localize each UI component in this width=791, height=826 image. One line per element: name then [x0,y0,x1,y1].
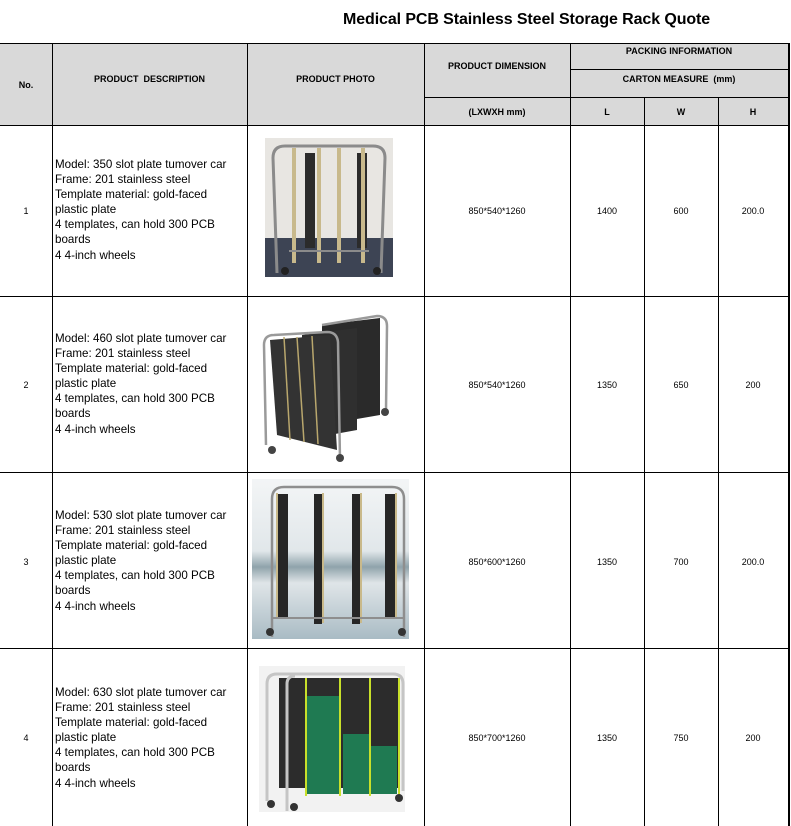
desc-line: plastic plate [55,554,117,568]
header-photo: PRODUCT PHOTO [296,74,375,84]
header-l: L [604,107,610,117]
header-dimension: PRODUCT DIMENSION [447,61,546,71]
desc-line: 4 templates, can hold 300 PCB [55,569,215,583]
product-description [55,508,245,614]
header-carton-measure: CARTON MEASURE (mm) [622,74,736,84]
grid-line [424,97,790,98]
desc-line: 4 4-inch wheels [55,422,136,436]
desc-line: Model: 350 slot plate tumover car [55,158,227,171]
desc-line: 4 4-inch wheels [55,776,136,790]
desc-line: Frame: 201 stainless steel [55,524,191,538]
carton-l: 1350 [596,380,618,390]
product-photo [265,138,393,277]
carton-w: 650 [673,380,689,390]
desc-line: 4 templates, can hold 300 PCB [55,746,215,760]
grid-line [0,472,790,473]
product-description [55,685,245,791]
product-dimension: 850*600*1260 [468,557,526,567]
row-number: 1 [23,206,29,216]
desc-line: boards [55,584,91,598]
product-photo [262,310,390,463]
desc-line: Template material: gold-faced [55,716,208,730]
grid-line [0,296,790,297]
desc-line: 4 4-inch wheels [55,248,136,262]
carton-l: 1350 [596,733,618,743]
grid-line [570,69,790,70]
grid-line [52,43,53,826]
carton-h: 200 [745,380,761,390]
product-description [55,157,245,263]
product-dimension: 850*540*1260 [468,206,526,216]
desc-line: Frame: 201 stainless steel [55,173,191,187]
desc-line: 4 templates, can hold 300 PCB [55,392,215,406]
desc-line: boards [55,233,91,247]
desc-line: Template material: gold-faced [55,188,208,202]
grid-line [0,125,790,126]
carton-l: 1350 [596,557,618,567]
desc-line: boards [55,407,91,421]
row-number: 2 [23,380,29,390]
desc-line: Model: 460 slot plate tumover car [55,332,227,345]
grid-line [424,43,425,826]
product-photo [252,479,409,639]
grid-line [570,43,571,826]
desc-line: Frame: 201 stainless steel [55,347,191,361]
desc-line: plastic plate [55,203,117,217]
product-description [55,331,245,437]
header-packing-info: PACKING INFORMATION [625,46,733,56]
header-dimension-unit: (LXWXH mm) [468,107,526,117]
desc-line: boards [55,761,91,775]
desc-line: Model: 630 slot plate tumover car [55,686,227,699]
desc-line: plastic plate [55,377,117,391]
desc-line: Template material: gold-faced [55,362,208,376]
header-no: No. [18,80,34,90]
grid-line [0,43,790,44]
carton-l: 1400 [596,206,618,216]
grid-line [0,648,790,649]
carton-w: 700 [673,557,689,567]
carton-w: 600 [673,206,689,216]
desc-line: Frame: 201 stainless steel [55,701,191,715]
desc-line: 4 templates, can hold 300 PCB [55,218,215,232]
desc-line: plastic plate [55,731,117,745]
grid-line [788,43,790,826]
carton-w: 750 [673,733,689,743]
page-title: Medical PCB Stainless Steel Storage Rack Quote [343,11,711,28]
desc-line: 4 4-inch wheels [55,599,136,613]
grid-line [247,43,248,826]
carton-h: 200.0 [741,206,765,216]
product-photo [259,666,405,812]
header-w: W [676,107,686,117]
desc-line: Template material: gold-faced [55,539,208,553]
product-dimension: 850*540*1260 [468,380,526,390]
desc-line: Model: 530 slot plate tumover car [55,509,227,522]
carton-h: 200 [745,733,761,743]
header-description: PRODUCT DESCRIPTION [93,74,205,84]
row-number: 4 [23,733,29,743]
header-h: H [749,107,757,117]
row-number: 3 [23,557,29,567]
carton-h: 200.0 [741,557,765,567]
product-dimension: 850*700*1260 [468,733,526,743]
